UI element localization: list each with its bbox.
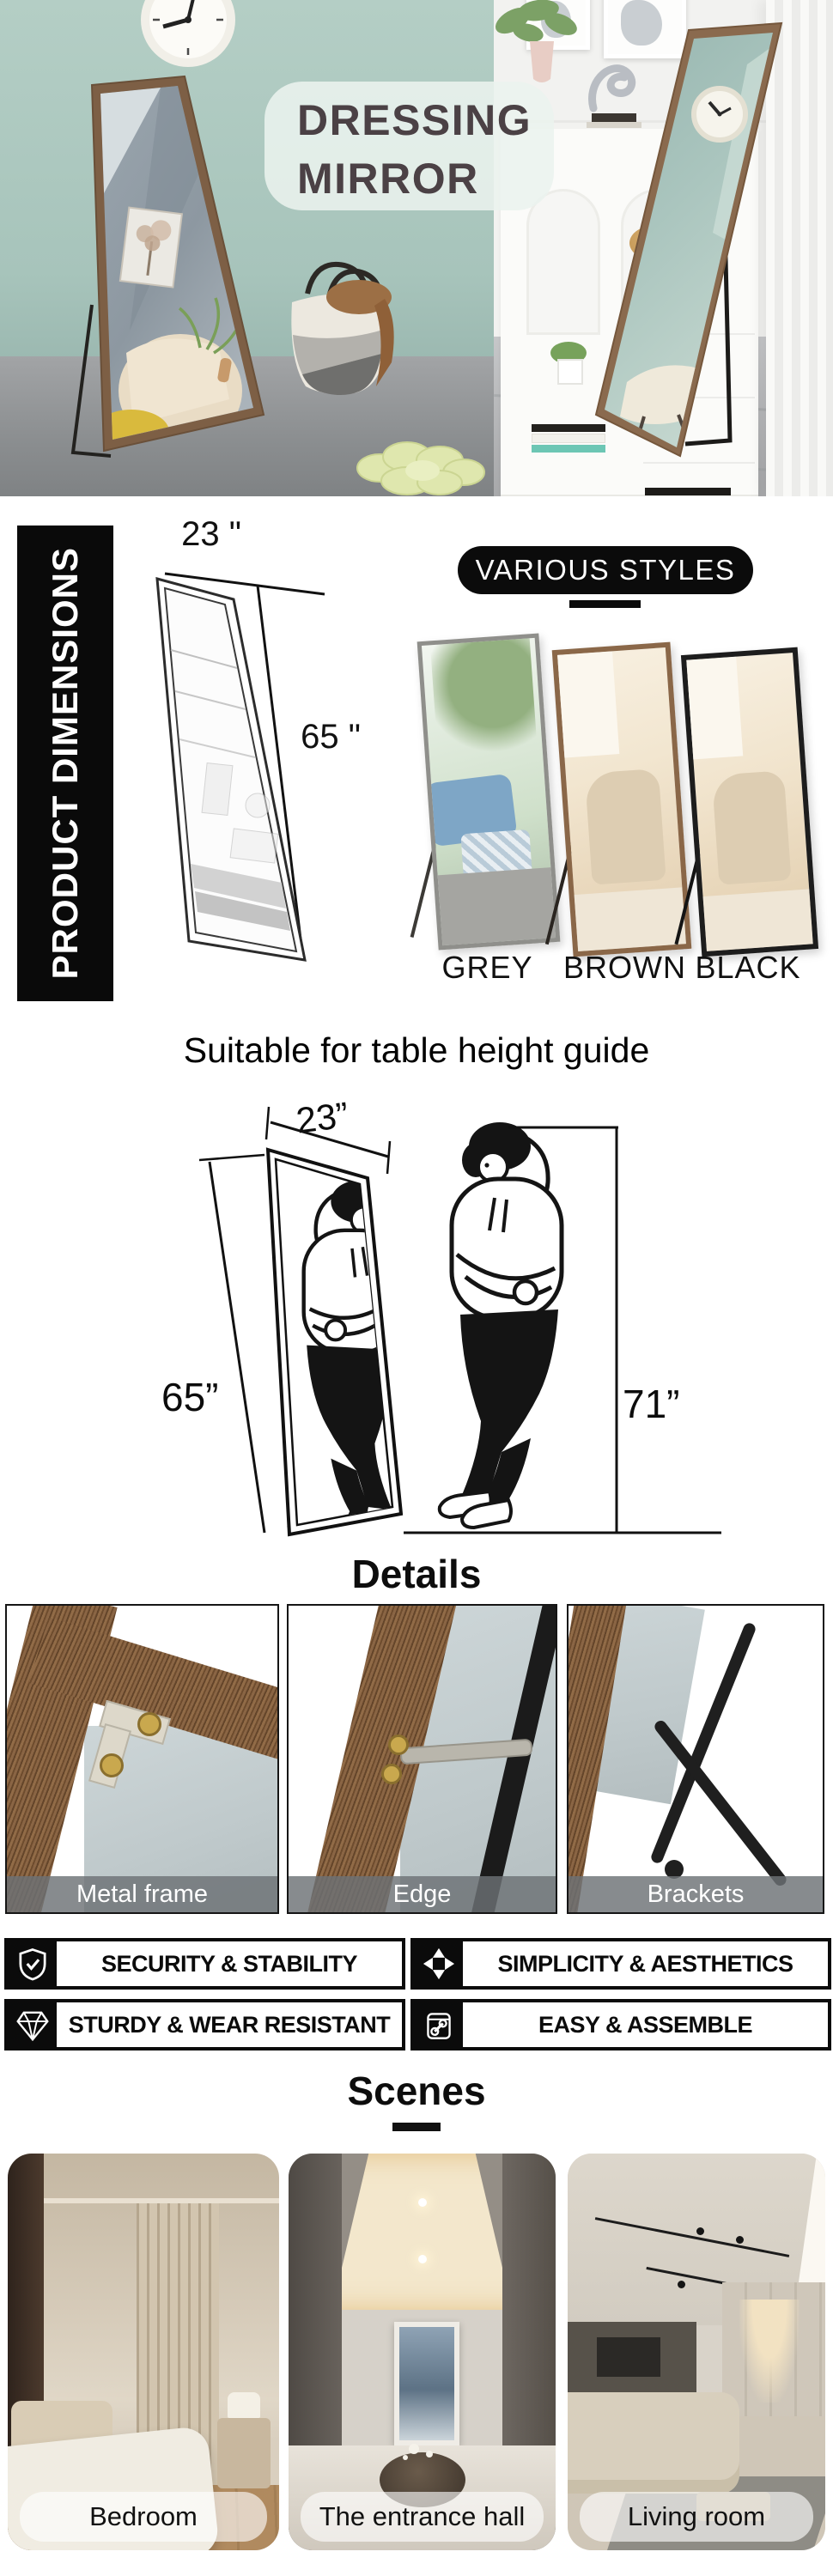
detail-caption: Edge	[289, 1876, 556, 1912]
diamond-facets-icon	[414, 1941, 463, 1986]
window-light	[681, 657, 743, 760]
screw	[137, 1712, 161, 1736]
scene-photo-entrance-hall	[289, 2154, 556, 2550]
tv-screen	[597, 2337, 660, 2377]
sofa	[568, 2392, 739, 2494]
standing-mirror-right	[575, 13, 799, 477]
guide-person-height: 71”	[623, 1382, 680, 1426]
style-mirror-grey	[417, 633, 561, 950]
standing-mirror-left	[47, 64, 288, 485]
details-section	[0, 1537, 833, 1928]
feature-label: EASY & ASSEMBLE	[538, 2011, 753, 2038]
dimensions-banner-label: PRODUCT DIMENSIONS	[45, 547, 85, 980]
downlight	[418, 2255, 427, 2263]
gem-icon	[8, 2002, 57, 2047]
feature-label: SECURITY & STABILITY	[100, 1950, 358, 1977]
guide-mirror-width: 23”	[294, 1094, 351, 1141]
dimensions-section	[0, 496, 833, 1013]
floor-reflection	[438, 867, 556, 945]
scenes-title: Scenes	[347, 2069, 486, 2113]
color-option-black: BLACK	[695, 950, 801, 985]
spotlight	[736, 2236, 744, 2244]
art-panel	[394, 2322, 459, 2445]
detail-photo-brackets	[567, 1604, 824, 1914]
detail-caption: Brackets	[569, 1876, 823, 1912]
hero-photo-white-room	[494, 0, 833, 496]
feature-label: SIMPLICITY & AESTHETICS	[497, 1950, 793, 1977]
tree-reflection	[429, 633, 538, 762]
style-mirror-brown	[552, 642, 692, 957]
detail-caption: Metal frame	[7, 1876, 277, 1912]
hero-title-badge	[264, 82, 554, 210]
dimensions-banner	[17, 526, 113, 1001]
guide-mirror-height: 65”	[161, 1375, 219, 1419]
book	[645, 488, 731, 495]
book-stack	[645, 488, 731, 496]
floor-reflection	[703, 889, 813, 951]
window-light	[552, 651, 619, 758]
height-guide-section	[0, 1013, 833, 1550]
spotlight	[678, 2281, 685, 2288]
floor-reflection	[575, 887, 686, 951]
feature-simplicity	[410, 1938, 831, 1990]
toolbox-wrench-icon	[414, 2002, 463, 2047]
height-guide-title: Suitable for table height guide	[183, 1030, 650, 1070]
wall-glow	[739, 2300, 800, 2403]
feature-label: STURDY & WEAR RESISTANT	[68, 2011, 391, 2038]
color-option-brown: BROWN	[563, 950, 686, 985]
chair-reflection	[585, 769, 666, 885]
wall-clock-icon	[137, 0, 239, 70]
height-guide-drawing	[120, 1078, 721, 1546]
various-styles-badge: VARIOUS STYLES	[458, 546, 753, 594]
hero-title-line1: DRESSING	[297, 96, 532, 144]
style-mirror-black	[681, 647, 818, 957]
hero-title-line2: MIRROR	[297, 155, 479, 203]
color-option-grey: GREY	[441, 950, 533, 985]
mirror-dimension-sketch	[129, 548, 421, 1003]
flower-decor	[409, 2444, 419, 2454]
feature-sturdy	[4, 1999, 405, 2050]
styles-underline	[569, 600, 641, 608]
hero-photo-teal-room	[0, 0, 494, 496]
table-lamp	[228, 2392, 260, 2418]
detail-photo-metal-frame	[5, 1604, 279, 1914]
feature-easy-assemble	[410, 1999, 831, 2050]
screw	[388, 1735, 409, 1755]
hero-section	[0, 0, 833, 496]
spotlight	[696, 2227, 704, 2235]
mirror-height-label: 65 "	[301, 718, 361, 756]
scene-caption: Bedroom	[20, 2492, 267, 2542]
features-section	[0, 1928, 833, 2057]
scenes-underline	[392, 2123, 441, 2131]
scenes-section	[0, 2057, 833, 2576]
scene-photo-living-room	[568, 2154, 825, 2550]
nightstand	[217, 2418, 271, 2488]
scene-photo-bedroom	[8, 2154, 279, 2550]
chair-reflection	[712, 770, 792, 885]
detail-photo-edge	[287, 1604, 557, 1914]
feature-security	[4, 1938, 405, 1990]
details-title: Details	[351, 1552, 482, 1596]
mirror-width-label: 23 "	[181, 515, 241, 553]
storage-basket	[282, 256, 402, 400]
downlight	[418, 2198, 427, 2207]
flower-pouf	[354, 429, 494, 496]
scene-caption: The entrance hall	[301, 2492, 544, 2542]
screw	[100, 1753, 124, 1777]
screw	[381, 1764, 402, 1784]
scene-caption: Living room	[580, 2492, 813, 2542]
shield-check-icon	[8, 1941, 57, 1986]
